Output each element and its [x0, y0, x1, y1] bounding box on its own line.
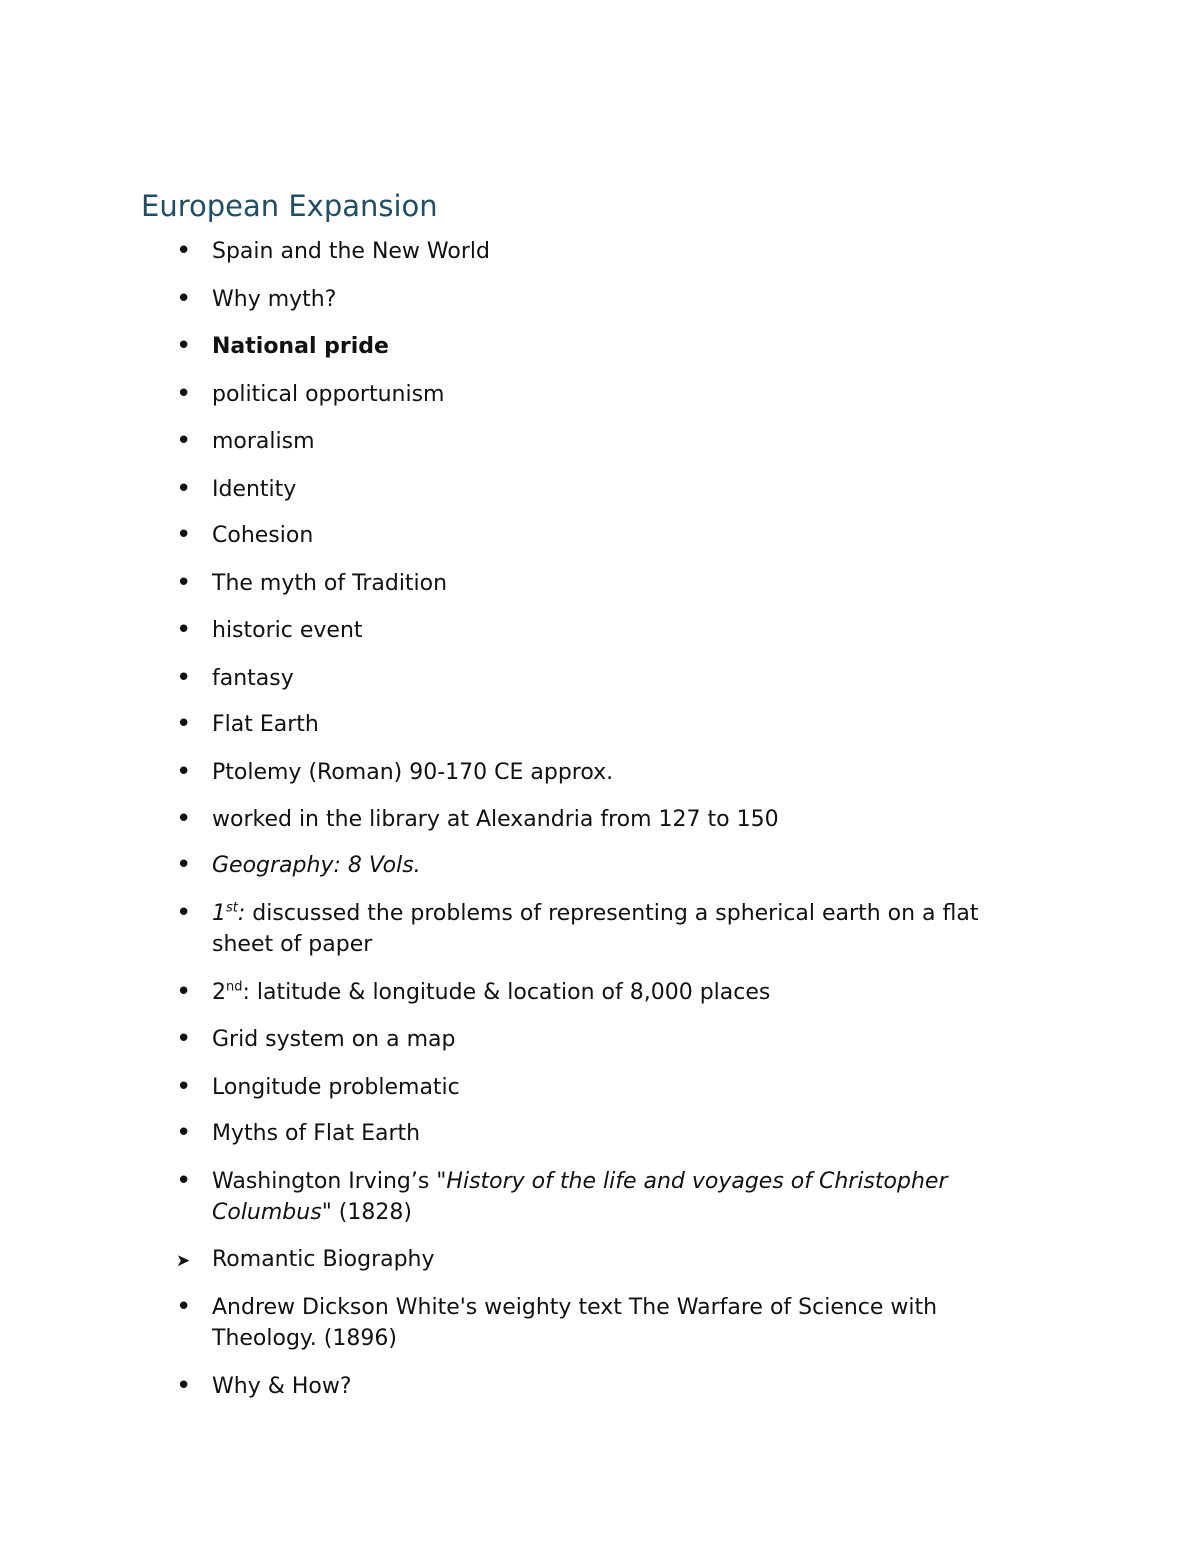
bullet-icon: [176, 1024, 190, 1056]
list-item-text: National pride: [212, 334, 389, 359]
list-item-text: The myth of Tradition: [212, 571, 448, 596]
list-item-text: Grid system on a map: [212, 1027, 456, 1052]
bullet-icon: [176, 426, 190, 458]
list-item-text: Spain and the New World: [212, 239, 490, 264]
bullet-icon: [176, 284, 190, 316]
bullet-icon: [176, 757, 190, 789]
bullet-icon: [176, 379, 190, 411]
bullet-icon: [176, 1118, 190, 1150]
list-item-text: [212, 898, 1042, 960]
bullet-icon: [176, 331, 190, 363]
list-item-text: Why myth?: [212, 287, 337, 312]
ordinal-suffix: nd: [226, 979, 243, 995]
ordinal-number: 2: [212, 980, 226, 1005]
bullet-icon: [176, 977, 190, 1009]
list-item-text: worked in the library at Alexandria from 127 to 150: [212, 807, 779, 832]
list-item-text: historic event: [212, 618, 363, 643]
list-item-text: Flat Earth: [212, 712, 319, 737]
list-item-text: Geography: 8 Vols.: [212, 853, 421, 878]
bullet-icon: [176, 709, 190, 741]
bullet-icon: [176, 804, 190, 836]
list-item-text: Ptolemy (Roman) 90-170 CE approx.: [212, 760, 614, 785]
ordinal-number: 1: [212, 901, 226, 926]
list-item-text: Longitude problematic: [212, 1075, 460, 1100]
list-item-text: Myths of Flat Earth: [212, 1121, 421, 1146]
list-item-text: [212, 1166, 1042, 1228]
list-item-text: Identity: [212, 477, 297, 502]
bullet-icon: [176, 663, 190, 695]
list-item-text: Romantic Biography: [212, 1247, 435, 1272]
list-item-text: moralism: [212, 429, 315, 454]
bullet-icon: [176, 568, 190, 600]
bullet-icon: [176, 898, 190, 930]
ordinal-colon: :: [237, 901, 246, 926]
bullet-icon: [176, 850, 190, 882]
list-item-text: [212, 977, 1042, 1008]
list-item-text: political opportunism: [212, 382, 445, 407]
list-item-text: Why & How?: [212, 1374, 352, 1399]
list-item-rest: discussed the problems of representing a spherical earth on a flat sheet of paper: [212, 901, 979, 957]
list-item-text: Andrew Dickson White's weighty text The Warfare of Science with Theology. (1896): [212, 1295, 938, 1351]
bullet-icon: [176, 520, 190, 552]
list-item-pre: Washington Irving’s ": [212, 1169, 447, 1194]
list-item-rest: : latitude & longitude & location of 8,000 places: [242, 980, 771, 1005]
list-item-post: " (1828): [321, 1200, 412, 1225]
bullet-icon: [176, 615, 190, 647]
list-item-text: fantasy: [212, 666, 294, 691]
page-title: European Expansion: [141, 189, 438, 223]
ordinal-suffix: st: [226, 900, 238, 916]
book-title: History of the life and voyages of Christopher Columbus: [212, 1169, 948, 1225]
bullet-icon: [176, 1292, 190, 1324]
bullet-icon: [176, 1072, 190, 1104]
arrow-bullet-icon: [176, 1244, 190, 1277]
bullet-icon: [176, 1166, 190, 1198]
list-item-text: Cohesion: [212, 523, 314, 548]
bullet-icon: [176, 1371, 190, 1403]
bullet-icon: [176, 236, 190, 268]
bullet-icon: [176, 474, 190, 506]
